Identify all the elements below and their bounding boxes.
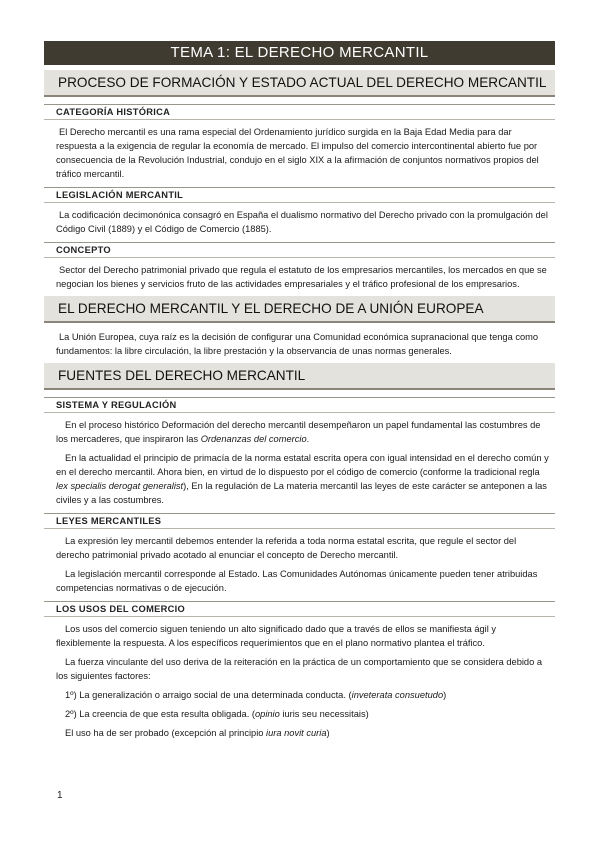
paragraph-sistema-2 bbox=[44, 451, 555, 507]
paragraph-union-europea: La Unión Europea, cuya raíz es la decisión de configurar una Comunidad económica supranacional que tenga como fundamentos: la libre circulación, la libre prestación y la observancia de unas normas generales. bbox=[56, 332, 539, 356]
paragraph-leyes-1: La expresión ley mercantil debemos entender la referida a toda norma estatal escrita, que regule el sector del derecho patrimonial privado acotado al enunciar el concepto de Derecho mercantil. bbox=[56, 536, 517, 560]
text-run: 2º) La creencia de que esta resulta obligada. ( bbox=[65, 709, 255, 719]
subheading-usos: LOS USOS DEL COMERCIO bbox=[44, 601, 555, 617]
document-title: TEMA 1: EL DERECHO MERCANTIL bbox=[44, 41, 555, 65]
factor-1 bbox=[44, 688, 555, 702]
text-run: En el proceso histórico Deformación del derecho mercantil desempeñaron un papel fundamental las costumbres de los mercaderes, que inspiraron las bbox=[56, 420, 541, 444]
section-heading-fuentes: FUENTES DEL DERECHO MERCANTIL bbox=[44, 363, 555, 390]
emphasis-inveterata: inveterata consuetudo bbox=[351, 690, 444, 700]
section-heading-proceso: PROCESO DE FORMACIÓN Y ESTADO ACTUAL DEL DERECHO MERCANTIL bbox=[44, 70, 555, 97]
emphasis-ordenanzas: Ordenanzas del comercio bbox=[200, 434, 307, 444]
text-run: 1º) La generalización o arraigo social de una determinada conducta. ( bbox=[65, 690, 352, 700]
factor-2 bbox=[44, 707, 555, 721]
subheading-legislacion: LEGISLACIÓN MERCANTIL bbox=[44, 187, 555, 203]
text-run: . bbox=[306, 434, 310, 444]
paragraph-legislacion: La codificación decimonónica consagró en España el dualismo normativo del Derecho privado con la promulgación del Código Civil (1889) y el Código de Comercio (1885). bbox=[56, 210, 548, 234]
paragraph-concepto: Sector del Derecho patrimonial privado que regula el estatuto de los empresarios mercantiles, los mercados en que se negocian los bienes y servicios fruto de las actividades empresariales y el tráfico profesional de los empresarios. bbox=[56, 265, 547, 289]
text-run: iuris seu necessitais) bbox=[279, 709, 369, 719]
paragraph-sistema-1 bbox=[44, 418, 555, 446]
document-page bbox=[44, 41, 555, 745]
text-run: ) bbox=[443, 690, 447, 700]
subheading-categoria: CATEGORÍA HISTÓRICA bbox=[44, 104, 555, 120]
text-run: ) bbox=[326, 728, 330, 738]
paragraph-leyes-2: La legislación mercantil corresponde al Estado. Las Comunidades Autónomas únicamente pueden tener atribuidas competencias normativas o de ejecución. bbox=[56, 569, 538, 593]
text-run: ), En la regulación de La materia mercantil las leyes de este carácter se anteponen a las civiles y a las costumbres. bbox=[56, 481, 547, 505]
subheading-leyes: LEYES MERCANTILES bbox=[44, 513, 555, 529]
paragraph-categoria: El Derecho mercantil es una rama especial del Ordenamiento jurídico surgida en la Baja Edad Media para dar respuesta a la exigencia de regular la economía de mercado. El impulso del comercio intercontinental abierto fue por consecuencia de la Revolución Industrial, condujo en el siglo XIX a la afirmación de conjuntos normativos propios del tráfico mercantil. bbox=[56, 127, 539, 179]
paragraph-usos-3 bbox=[44, 726, 555, 740]
page-number: 1 bbox=[57, 790, 63, 801]
text-run: En la actualidad el principio de primacía de la norma estatal escrita opera con igual intensidad en el derecho común y en el derecho mercantil. Ahora bien, en virtud de lo dispuesto por el código de comercio (conforme la tradicional regla bbox=[56, 453, 549, 477]
emphasis-opinio: opinio bbox=[254, 709, 280, 719]
text-run: El uso ha de ser probado (excepción al principio bbox=[65, 728, 267, 738]
emphasis-iura-novit: iura novit curia bbox=[266, 728, 327, 738]
subheading-concepto: CONCEPTO bbox=[44, 242, 555, 258]
subheading-sistema: SISTEMA Y REGULACIÓN bbox=[44, 397, 555, 413]
paragraph-usos-1: Los usos del comercio siguen teniendo un alto significado dado que a través de ellos se manifiesta ágil y flexiblemente la respuesta. A los específicos requerimientos que en el plano normativo plantea el tráfico. bbox=[56, 624, 497, 648]
emphasis-lex-specialis: lex specialis derogat generalist bbox=[56, 481, 184, 491]
section-heading-union-europea: EL DERECHO MERCANTIL Y EL DERECHO DE A UNIÓN EUROPEA bbox=[44, 296, 555, 323]
paragraph-usos-2: La fuerza vinculante del uso deriva de la reiteración en la práctica de un comportamiento que se considera debido a los siguientes factores: bbox=[56, 657, 543, 681]
